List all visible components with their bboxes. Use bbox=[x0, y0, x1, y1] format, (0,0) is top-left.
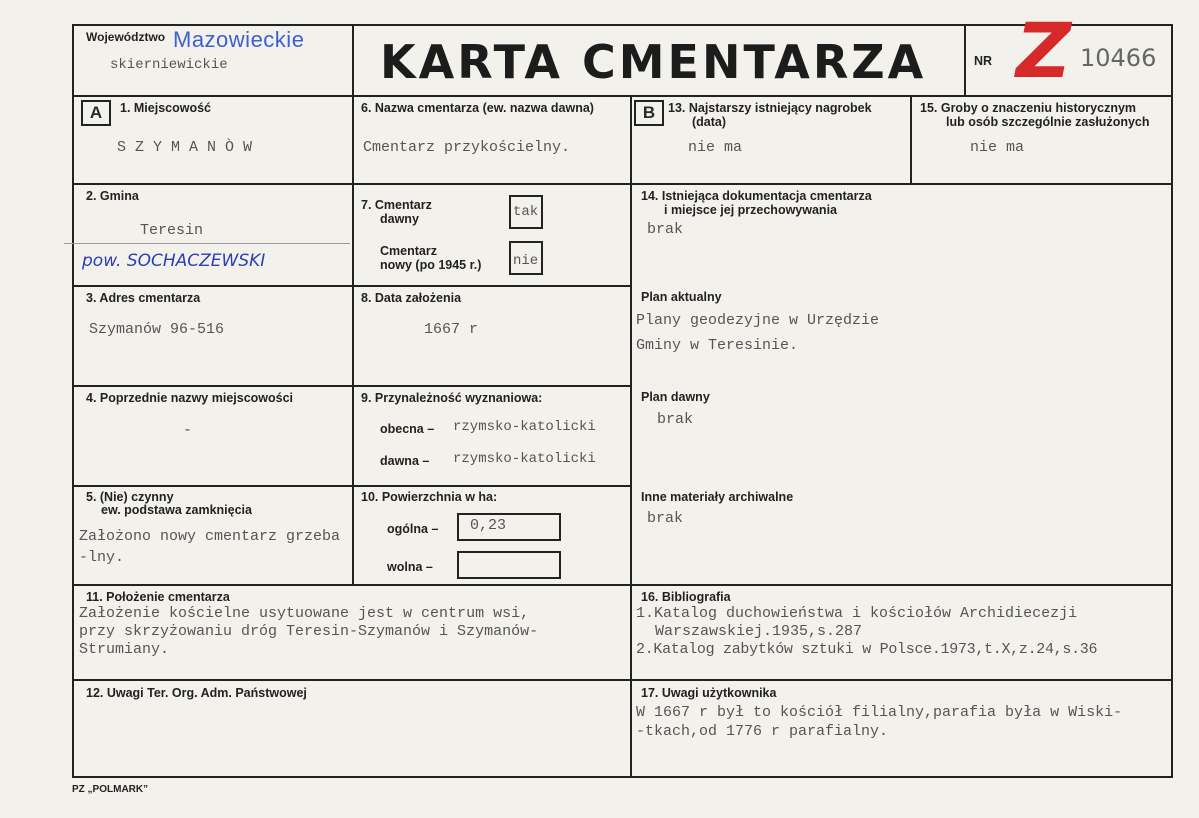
powiat-handwritten: pow. SOCHACZEWSKI bbox=[82, 251, 266, 271]
field-11-label: 11. Położenie cmentarza bbox=[86, 590, 230, 604]
field-6-label: 6. Nazwa cmentarza (ew. nazwa dawna) bbox=[361, 101, 594, 115]
field-17-line-1: W 1667 r był to kościół filialny,parafia była w Wiski- bbox=[636, 704, 1123, 721]
nr-label: NR bbox=[974, 54, 993, 68]
field-6-value: Cmentarz przykościelny. bbox=[363, 139, 571, 156]
main-divider-left bbox=[352, 95, 354, 585]
field-10-label: 10. Powierzchnia w ha: bbox=[361, 490, 498, 504]
field-9-obecna-value: rzymsko-katolicki bbox=[453, 419, 596, 435]
field-4-label: 4. Poprzednie nazwy miejscowości bbox=[86, 391, 294, 405]
field-10-ogolna-label: ogólna – bbox=[387, 522, 439, 536]
field-7-dawny-value: tak bbox=[513, 204, 539, 220]
field-16-line-1: 1.Katalog duchowieństwa i kościołów Archidiecezji bbox=[636, 605, 1078, 622]
plan-aktualny-label: Plan aktualny bbox=[641, 290, 722, 304]
field-10-wolna-box bbox=[457, 551, 561, 579]
field-9-dawna-label: dawna – bbox=[380, 454, 430, 468]
field-1-value: S Z Y M A N Ò W bbox=[117, 139, 253, 156]
field-10-ogolna-value: 0,23 bbox=[470, 517, 507, 534]
page-title: KARTA CMENTARZA bbox=[380, 35, 927, 89]
row-line-5 bbox=[72, 584, 1173, 586]
field-11-line-3: Strumiany. bbox=[79, 641, 170, 658]
wojewodztwo-label: Województwo bbox=[86, 30, 166, 44]
plan-aktualny-line-1: Plany geodezyjne w Urzędzie bbox=[636, 312, 880, 329]
field-16-line-3: 2.Katalog zabytków sztuki w Polsce.1973,t.X,z.24,s.36 bbox=[636, 641, 1098, 658]
header-divider-2 bbox=[964, 24, 966, 96]
field-17-line-2: -tkach,od 1776 r parafialny. bbox=[636, 723, 889, 740]
field-14-sublabel: i miejsce jej przechowywania bbox=[664, 203, 837, 217]
row-line-4 bbox=[72, 485, 631, 487]
gmina-underline bbox=[64, 243, 350, 244]
field-9-obecna-label: obecna – bbox=[380, 422, 435, 436]
field-17-label: 17. Uwagi użytkownika bbox=[641, 686, 777, 700]
field-15-label: 15. Groby o znaczeniu historycznym bbox=[920, 101, 1137, 115]
row-line-2 bbox=[72, 285, 631, 287]
field-13-label: 13. Najstarszy istniejący nagrobek bbox=[668, 101, 872, 115]
wojewodztwo-stamp: Mazowieckie bbox=[173, 27, 305, 52]
field-9-dawna-value: rzymsko-katolicki bbox=[453, 451, 596, 467]
field-5-line-2: -lny. bbox=[79, 549, 125, 566]
field-7-nowy-value: nie bbox=[513, 253, 539, 269]
main-divider-mid bbox=[630, 95, 632, 778]
field-12-label: 12. Uwagi Ter. Org. Adm. Państwowej bbox=[86, 686, 307, 700]
field-1-label: 1. Miejscowość bbox=[120, 101, 212, 115]
nr-letter: Z bbox=[1016, 6, 1072, 95]
plan-dawny-label: Plan dawny bbox=[641, 390, 710, 404]
field-5-sublabel: ew. podstawa zamknięcia bbox=[101, 503, 252, 517]
field-11-line-2: przy skrzyżowaniu dróg Teresin-Szymanów i Szymanów- bbox=[79, 623, 539, 640]
field-16-line-2: Warszawskiej.1935,s.287 bbox=[655, 623, 863, 640]
field-14-value: brak bbox=[647, 221, 684, 238]
field-8-value: 1667 r bbox=[424, 321, 479, 338]
field-8-label: 8. Data założenia bbox=[361, 291, 462, 305]
field-15-value: nie ma bbox=[970, 139, 1025, 156]
nr-value: 10466 bbox=[1080, 44, 1157, 72]
field-15-sublabel: lub osób szczególnie zasłużonych bbox=[946, 115, 1150, 129]
field-7-dawny-sublabel: dawny bbox=[380, 212, 419, 226]
field-2-label: 2. Gmina bbox=[86, 189, 139, 203]
field-3-value: Szymanów 96-516 bbox=[89, 321, 225, 338]
section-a-marker: A bbox=[81, 100, 111, 126]
field-5-line-1: Założono nowy cmentarz grzeba bbox=[79, 528, 341, 545]
section-b-marker: B bbox=[634, 100, 664, 126]
field-7-nowy-label: Cmentarz bbox=[380, 244, 437, 258]
inne-materialy-value: brak bbox=[647, 510, 684, 527]
row-line-1 bbox=[72, 183, 1173, 185]
header-divider-1 bbox=[352, 24, 354, 96]
row-line-6 bbox=[72, 679, 1173, 681]
field-5-label: 5. (Nie) czynny bbox=[86, 490, 174, 504]
inne-materialy-label: Inne materiały archiwalne bbox=[641, 490, 794, 504]
field-14-label: 14. Istniejąca dokumentacja cmentarza bbox=[641, 189, 872, 203]
field-16-label: 16. Bibliografia bbox=[641, 590, 731, 604]
field-4-value: - bbox=[183, 422, 193, 439]
plan-aktualny-line-2: Gminy w Teresinie. bbox=[636, 337, 799, 354]
field-7-nowy-sublabel: nowy (po 1945 r.) bbox=[380, 258, 482, 272]
field-2-value: Teresin bbox=[140, 222, 204, 239]
field-11-line-1: Założenie kościelne usytuowane jest w centrum wsi, bbox=[79, 605, 530, 622]
main-divider-right bbox=[910, 95, 912, 184]
plan-dawny-value: brak bbox=[657, 411, 694, 428]
field-13-sublabel: (data) bbox=[692, 115, 727, 129]
field-9-label: 9. Przynależność wyznaniowa: bbox=[361, 391, 543, 405]
field-3-label: 3. Adres cmentarza bbox=[86, 291, 201, 305]
field-13-value: nie ma bbox=[688, 139, 743, 156]
header-bottom-line bbox=[72, 95, 1173, 97]
field-10-wolna-label: wolna – bbox=[387, 560, 433, 574]
field-7-dawny-label: 7. Cmentarz bbox=[361, 198, 432, 212]
wojewodztwo-value: skierniewickie bbox=[110, 57, 228, 73]
printer-imprint: PZ „POLMARK” bbox=[72, 784, 149, 795]
row-line-3 bbox=[72, 385, 631, 387]
